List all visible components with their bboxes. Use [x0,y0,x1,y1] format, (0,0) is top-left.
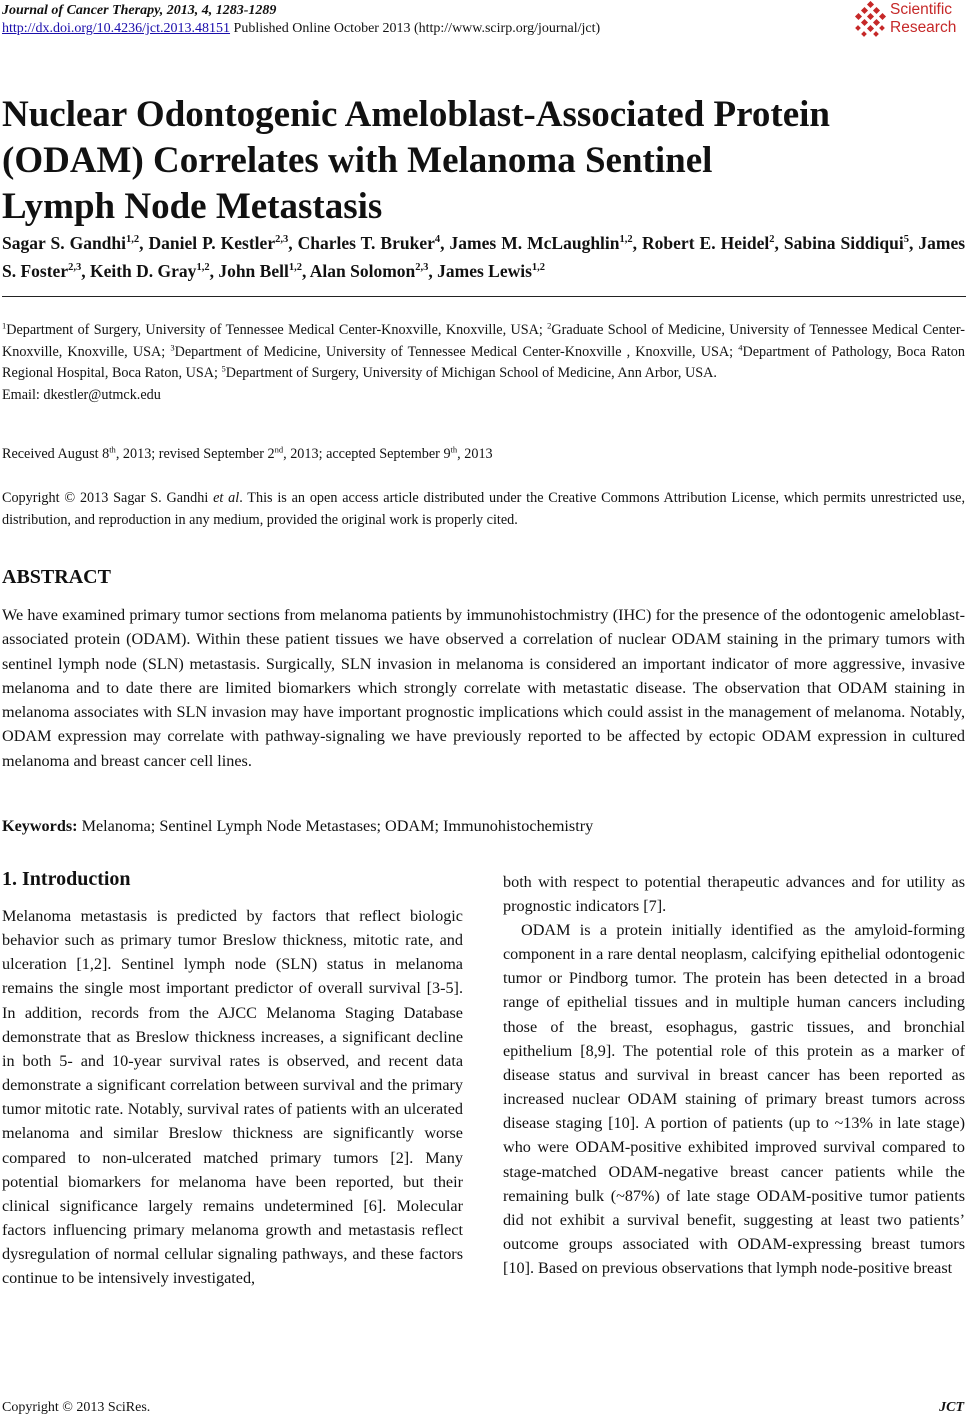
author-name: Sagar S. Gandhi [2,233,127,253]
author-affiliation-mark: 1,2 [288,262,302,274]
affiliation-text: Department of Surgery, University of Tennessee Medical Center-Knoxville, Knoxville, USA; [6,322,548,338]
author-affiliation-mark: 1,2 [196,262,210,274]
affiliation-mark: 2 [547,320,552,331]
date-ordinal: th [109,444,116,455]
author-separator: , [209,261,219,281]
author-name: James M. McLaughlin [449,233,620,253]
author-name: James S. Foster [2,233,966,281]
author-name: John Bell [218,261,289,281]
introduction-right-paragraph: ODAM is a protein initially identified as the amyloid-forming component in a rare dental neoplasm, calcifying epithelial odontogenic tumor or Pindborg tumor. The protein has been detected in a broad range of epithelial tissues and in multiple human cancers including those of the breast, esophagus, gastric tissues, and bronchial epithelium [8,9]. The potential role of this protein as a marker of disease status and survival in breast cancer has been reported as increased nuclear ODAM staining of primary breast tumors across disease staging [10]. A portion of patients (up to ~13% in late stage) who were ODAM-positive exhibited improved survival compared to stage-matched ODAM-negative breast cancer patients while the remaining bulk (~87%) of late stage ODAM-positive tumor patients did not exhibit a survival benefit, suggesting at least two patients’ outcome groups associated with ODAM-expressing breast tumors [10]. Based on previous observations that lymph node-positive breast [503,921,965,1278]
author-affiliation-mark: 1,2 [126,234,140,246]
introduction-heading: 1. Introduction [2,868,131,890]
date-text: , 2013; revised September 2 [115,446,275,462]
author-name: Daniel P. Kestler [148,233,276,253]
footer-copyright: Copyright © 2013 SciRes. [2,1400,151,1415]
author-name: Robert E. Heidel [642,233,770,253]
date-ordinal: th [450,444,458,455]
author-separator: , [428,261,438,281]
author-affiliation-mark: 2,3 [68,262,82,274]
author-separator: , [288,233,298,253]
date-text: Received August 8 [2,446,110,462]
date-ordinal: nd [274,444,284,455]
affiliation-mark: 4 [738,341,743,352]
author-affiliation-mark: 1,2 [531,262,546,274]
logo-line1: Scientific [890,1,953,18]
author-separator: , [632,233,643,253]
author-name: Sabina Siddiqui [783,233,904,253]
keywords-text: Melanoma; Sentinel Lymph Node Metastases; ODAM; Immunohistochemistry [77,817,594,835]
copyright-notice [2,488,965,531]
author-separator: , [774,233,784,253]
footer-journal-abbrev: JCT [939,1400,964,1415]
logo-diamond-icon [852,1,888,41]
logo-text [890,1,956,37]
copyright-before: Copyright © 2013 Sagar S. Gandhi [2,490,214,506]
paper-title [2,92,902,230]
title-line: Lymph Node Metastasis [2,186,383,227]
author-name: James Lewis [437,261,532,281]
author-affiliation-mark: 2,3 [415,262,429,274]
copyright-after: . This is an open access article distributed under the Creative Commons Attribution License, which permits unrestricted use, distribution, and reproduction in any medium, provided the original work is properly cited. [2,490,965,528]
author-affiliation-mark: 1,2 [619,234,633,246]
author-name: Charles T. Bruker [297,233,435,253]
contact-email[interactable]: Email: dkestler@utmck.edu [2,386,161,403]
journal-citation: Journal of Cancer Therapy, 2013, 4, 1283-1289 [2,3,277,18]
author-separator: , [81,261,90,281]
introduction-right-continuation: both with respect to potential therapeutic advances and for utility as prognostic indicators [7]. [503,873,965,916]
author-affiliation-mark: 5 [903,234,909,246]
affiliation-mark: 1 [2,320,7,331]
author-list [2,229,965,285]
author-affiliation-mark: 2 [769,234,775,246]
date-text: , 2013 [457,446,493,462]
author-name: Keith D. Gray [89,261,197,281]
author-affiliation-mark: 2,3 [275,234,289,246]
author-separator: , [908,233,919,253]
affiliation-text: Department of Pathology, Boca Raton Regional Hospital, Boca Raton, USA; [2,343,965,381]
author-divider [2,296,966,297]
affiliation-mark: 5 [221,363,226,374]
keywords [2,814,965,838]
abstract-text: We have examined primary tumor sections from melanoma patients by immunohistochmistry (IHC) for the presence of the odontogenic ameloblast-associated protein (ODAM). Within these patient tissues we have observed a correlation of nuclear ODAM staining in the primary tumors with sentinel lymph node (SLN) metastasis. Surgically, SLN invasion in melanoma is considered an important indicator of more aggressive, invasive melanoma and to date there are limited biomarkers which strongly correlate with metastatic disease. The observation that ODAM staining in melanoma associates with SLN invasion may have important prognostic implications which could assist in the management of melanoma. Notably, ODAM expression may correlate with pathway-signaling we have previously reported to be affected by ectopic ODAM expression in cultured melanoma and breast cancer cell lines. [2,606,965,770]
author-name: Alan Solomon [309,261,416,281]
author-separator: , [440,233,450,253]
doi-link[interactable]: http://dx.doi.org/10.4236/jct.2013.48151 [2,21,231,36]
author-separator: , [139,233,149,253]
doi-line [2,21,600,37]
affiliation-text: Department of Surgery, University of Michigan School of Medicine, Ann Arbor, USA. [225,365,717,381]
introduction-left-column: Melanoma metastasis is predicted by factors that reflect biologic behavior such as primary tumor Breslow thickness, mitotic rate, and ulceration [1,2]. Sentinel lymph node (SLN) status in melanoma remains the single most important predictor of overall survival [3-5]. In addition, records from the AJCC Melanoma Staging Database demonstrate that as Breslow thickness increases, a significant decline in both 5- and 10-year survival rates is observed, and recent data demonstrate a significant correlation between survival and the primary tumor mitotic rate. Notably, survival rates of patients with an ulcerated melanoma and similar Breslow thickness are significantly worse compared to non-ulcerated matched primary tumors [2]. Many potential biomarkers for melanoma have been reported, but their clinical significance largely remains undetermined [6]. Molecular factors influencing primary melanoma growth and metastasis reflect dysregulation of normal cellular signaling pathways, and these factors continue to be intensively investigated, [2,907,463,1288]
affiliation-mark: 3 [170,341,175,352]
copyright-etal: et al [213,490,240,506]
author-separator: , [301,261,310,281]
abstract-heading: ABSTRACT [2,566,111,588]
published-text: Published Online October 2013 (http://www.scirp.org/journal/jct) [230,21,601,36]
affiliations [2,320,965,406]
logo-line2: Research [890,19,957,36]
affiliation-text: Department of Medicine, University of Tennessee Medical Center-Knoxville , Knoxville, USA; [174,343,739,360]
title-line: (ODAM) Correlates with Melanoma Sentinel [2,140,713,181]
author-affiliation-mark: 4 [434,234,441,246]
affiliation-text: Graduate School of Medicine, University of Tennessee Medical Center-Knoxville, Knoxville, USA; [2,322,965,360]
date-text: , 2013; accepted September 9 [283,446,451,462]
title-line: Nuclear Odontogenic Ameloblast-Associated Protein [2,94,830,135]
publisher-logo [852,1,967,41]
received-dates [2,446,493,463]
keywords-label: Keywords: [2,817,78,835]
